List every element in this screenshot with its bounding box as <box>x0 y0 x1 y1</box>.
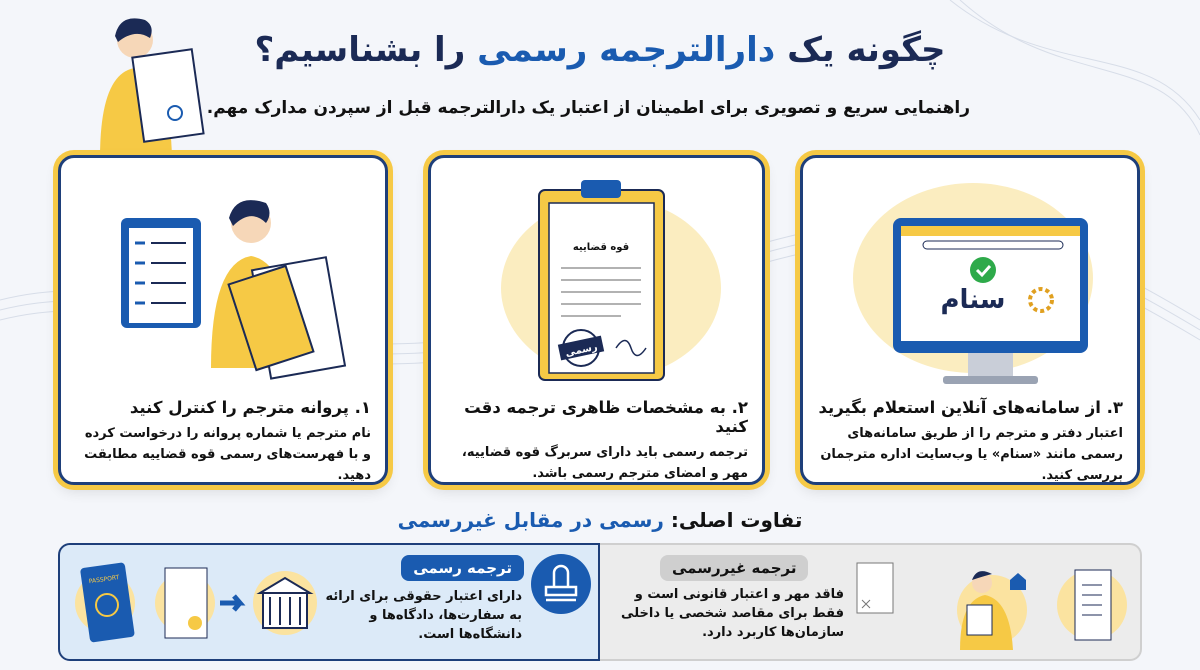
card-body: ترجمه رسمی باید دارای سربرگ قوه قضاییه، مهر و امضای مترجم رسمی باشد. <box>461 445 748 481</box>
unofficial-document-person-icons <box>852 555 1140 655</box>
stamp-icon <box>530 553 592 615</box>
page-subtitle: راهنمایی سریع و تصویری برای اطمینان از اعتبار یک دارالترجمه قبل از سپردن مدارک مهم. <box>206 98 970 118</box>
page-title: چگونه یک دارالترجمه رسمی را بشناسیم؟ <box>254 30 946 70</box>
card-online-inquiry <box>800 155 1140 485</box>
person-with-documents-illustration <box>80 8 220 158</box>
passport-diploma-embassy-icons <box>70 553 320 653</box>
card-body: اعتبار دفتر و مترجم را از طریق سامانه‌های رسمی مانند «سنام» یا وب‌سایت اداره مترجمان بررسی کنید. <box>820 426 1123 483</box>
unofficial-translation-text: فاقد مهر و اعتبار قانونی است و فقط برای مقاصد شخصی یا داخلی سازمان‌ها کاربرد دارد. <box>621 587 844 640</box>
card-check-license <box>58 155 388 485</box>
monitor-sanam-illustration <box>803 168 1140 393</box>
card-title: ۳. از سامانه‌های آنلاین استعلام بگیرید <box>818 398 1123 417</box>
official-translation-panel <box>58 543 600 661</box>
document-header-text: قوه قضاییه <box>572 242 630 253</box>
card-title: ۲. به مشخصات ظاهری ترجمه دقت کنید <box>464 398 748 436</box>
clipboard-checklist-illustration <box>61 168 388 393</box>
comparison-heading: تفاوت اصلی: رسمی در مقابل غیررسمی <box>397 508 803 532</box>
stamp-text: رسمی <box>564 341 599 360</box>
passport-text: PASSPORT <box>88 574 120 586</box>
official-translation-badge: ترجمه رسمی <box>401 555 524 581</box>
unofficial-translation-badge: ترجمه غیررسمی <box>660 555 808 581</box>
official-translation-text: دارای اعتبار حقوقی برای ارائه به سفارت‌ها، دادگاه‌ها و دانشگاه‌ها است. <box>325 589 522 642</box>
card-check-appearance <box>428 155 765 485</box>
unofficial-translation-panel <box>600 543 1142 661</box>
sanam-logo-text: سنام <box>940 285 1006 315</box>
card-title: ۱. پروانه مترجم را کنترل کنید <box>129 398 371 417</box>
card-body: نام مترجم یا شماره پروانه را درخواست کرده و با فهرست‌های رسمی قوه قضاییه مطابقت دهید. <box>84 426 371 483</box>
official-document-illustration <box>431 168 765 393</box>
